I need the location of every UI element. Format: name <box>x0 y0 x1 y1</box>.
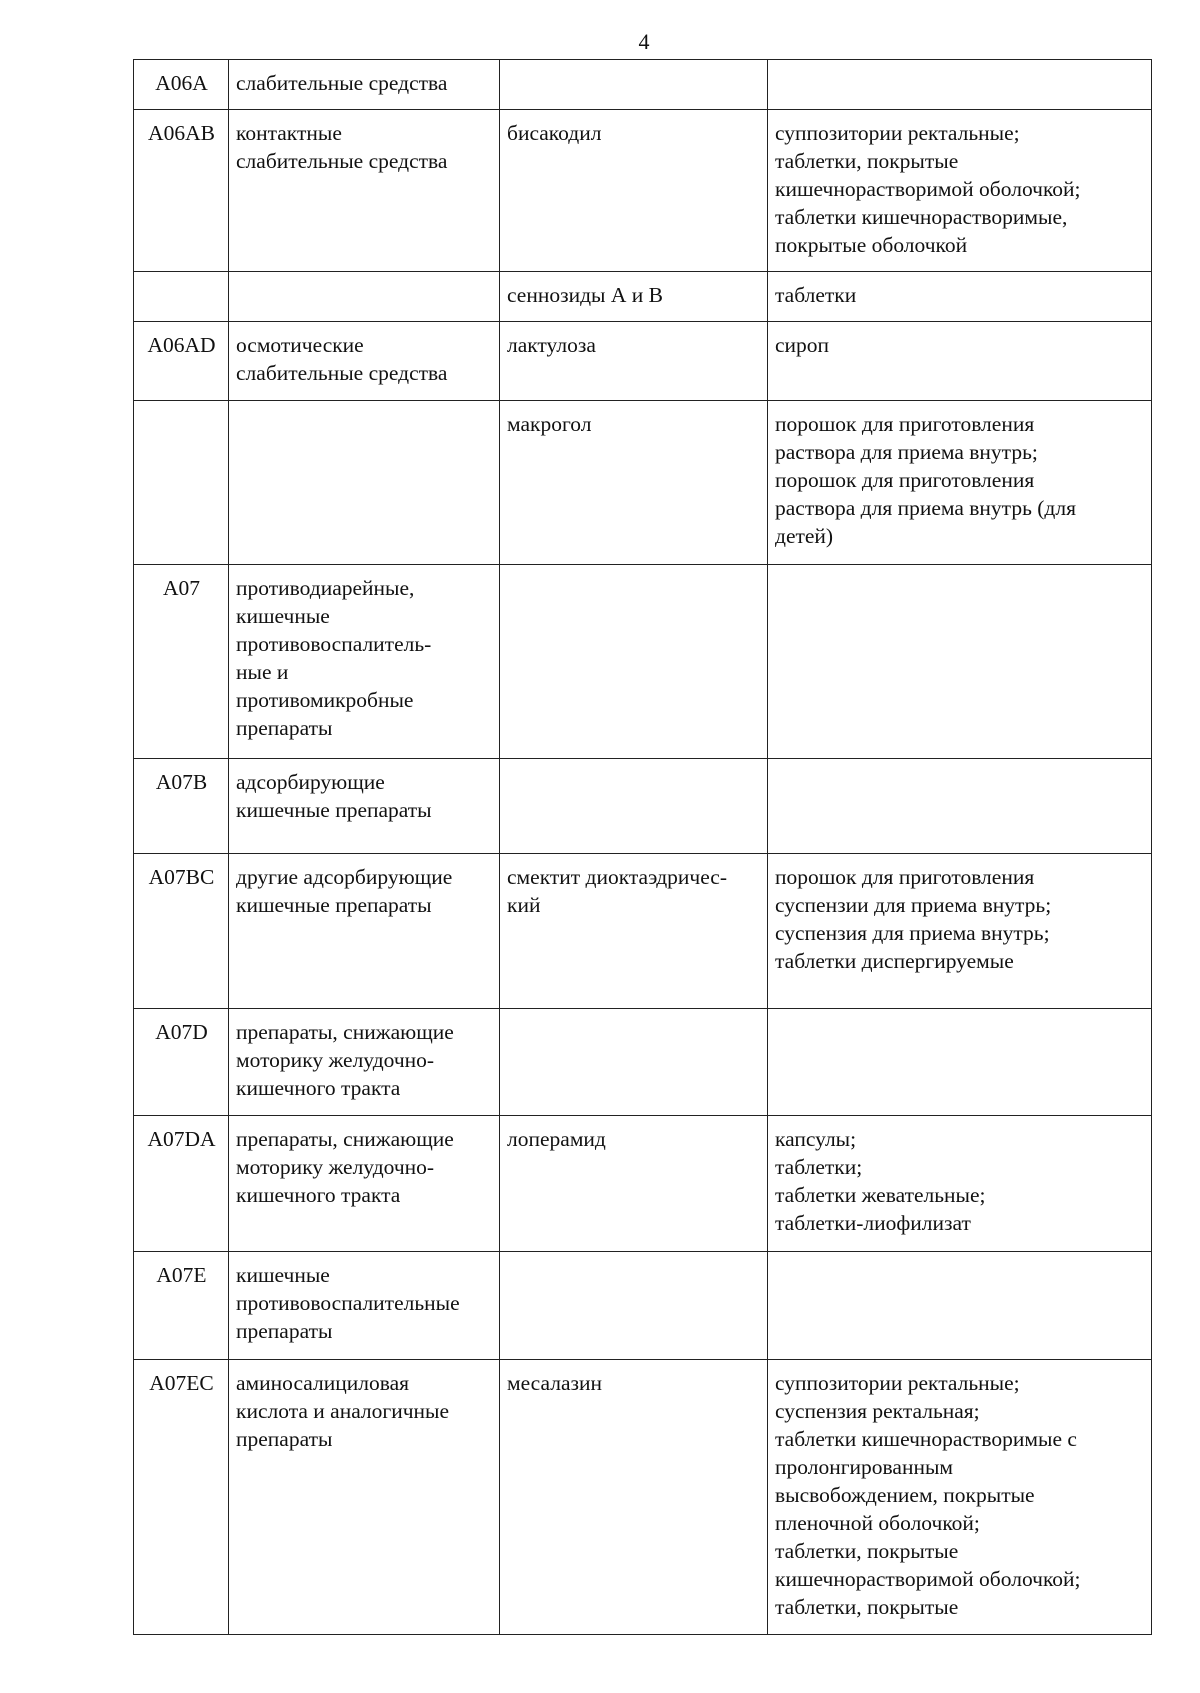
drug-cell: сеннозиды А и В <box>500 272 768 322</box>
table-row <box>134 272 1152 322</box>
table-row <box>134 1116 1152 1252</box>
drug-cell: смектит диоктаэдричес- кий <box>500 854 768 1009</box>
table-row <box>134 1252 1152 1360</box>
drug-cell: макрогол <box>500 401 768 565</box>
atc-code-cell: A07EC <box>134 1360 229 1635</box>
atc-code-cell: A07DA <box>134 1116 229 1252</box>
atc-code-cell <box>134 272 229 322</box>
dosage-form-cell <box>768 1252 1152 1360</box>
group-cell: препараты, снижающие моторику желудочно- кишечного тракта <box>229 1116 500 1252</box>
group-cell: препараты, снижающие моторику желудочно- кишечного тракта <box>229 1009 500 1116</box>
drug-cell: месалазин <box>500 1360 768 1635</box>
group-cell <box>229 401 500 565</box>
drug-cell <box>500 1009 768 1116</box>
table-row <box>134 759 1152 854</box>
table-row <box>134 565 1152 759</box>
page-number: 4 <box>638 29 650 54</box>
atc-code-cell: A06A <box>134 60 229 110</box>
dosage-form-cell: порошок для приготовления суспензии для приема внутрь; суспензия для приема внутрь; таблетки диспергируемые <box>768 854 1152 1009</box>
dosage-form-cell: таблетки <box>768 272 1152 322</box>
drug-cell <box>500 759 768 854</box>
group-cell: слабительные средства <box>229 60 500 110</box>
table-row <box>134 322 1152 401</box>
table-row <box>134 401 1152 565</box>
group-cell: кишечные противовоспалительные препараты <box>229 1252 500 1360</box>
atc-code-cell <box>134 401 229 565</box>
table-row <box>134 110 1152 272</box>
table-row <box>134 1360 1152 1635</box>
dosage-form-cell: порошок для приготовления раствора для приема внутрь; порошок для приготовления раствора для приема внутрь (для детей) <box>768 401 1152 565</box>
drug-cell: лактулоза <box>500 322 768 401</box>
dosage-form-cell <box>768 565 1152 759</box>
atc-code-cell: A06AD <box>134 322 229 401</box>
table-row <box>134 1009 1152 1116</box>
atc-code-cell: A06AB <box>134 110 229 272</box>
dosage-form-cell <box>768 759 1152 854</box>
group-cell <box>229 272 500 322</box>
table-row <box>134 60 1152 110</box>
atc-code-cell: A07D <box>134 1009 229 1116</box>
drug-cell <box>500 565 768 759</box>
drug-cell <box>500 1252 768 1360</box>
group-cell: осмотические слабительные средства <box>229 322 500 401</box>
atc-code-cell: A07 <box>134 565 229 759</box>
dosage-form-cell: сироп <box>768 322 1152 401</box>
drug-cell: лоперамид <box>500 1116 768 1252</box>
dosage-form-cell <box>768 60 1152 110</box>
group-cell: адсорбирующие кишечные препараты <box>229 759 500 854</box>
dosage-form-cell: капсулы; таблетки; таблетки жевательные; таблетки-лиофилизат <box>768 1116 1152 1252</box>
drug-cell: бисакодил <box>500 110 768 272</box>
group-cell: другие адсорбирующие кишечные препараты <box>229 854 500 1009</box>
atc-code-cell: A07BC <box>134 854 229 1009</box>
dosage-form-cell: суппозитории ректальные; таблетки, покрытые кишечнорастворимой оболочкой; таблетки кишечнорастворимые, покрытые оболочкой <box>768 110 1152 272</box>
group-cell: противодиарейные, кишечные противовоспалитель- ные и противомикробные препараты <box>229 565 500 759</box>
table-row <box>134 854 1152 1009</box>
atc-code-cell: A07B <box>134 759 229 854</box>
atc-code-cell: A07E <box>134 1252 229 1360</box>
group-cell: контактные слабительные средства <box>229 110 500 272</box>
dosage-form-cell <box>768 1009 1152 1116</box>
drug-cell <box>500 60 768 110</box>
group-cell: аминосалициловая кислота и аналогичные препараты <box>229 1360 500 1635</box>
drug-classification-table <box>133 59 1152 1635</box>
dosage-form-cell: суппозитории ректальные; суспензия ректальная; таблетки кишечнорастворимые с пролонгированным высвобождением, покрытые пленочной оболочкой; таблетки, покрытые кишечнорастворимой оболочкой; таблетки, покрытые <box>768 1360 1152 1635</box>
